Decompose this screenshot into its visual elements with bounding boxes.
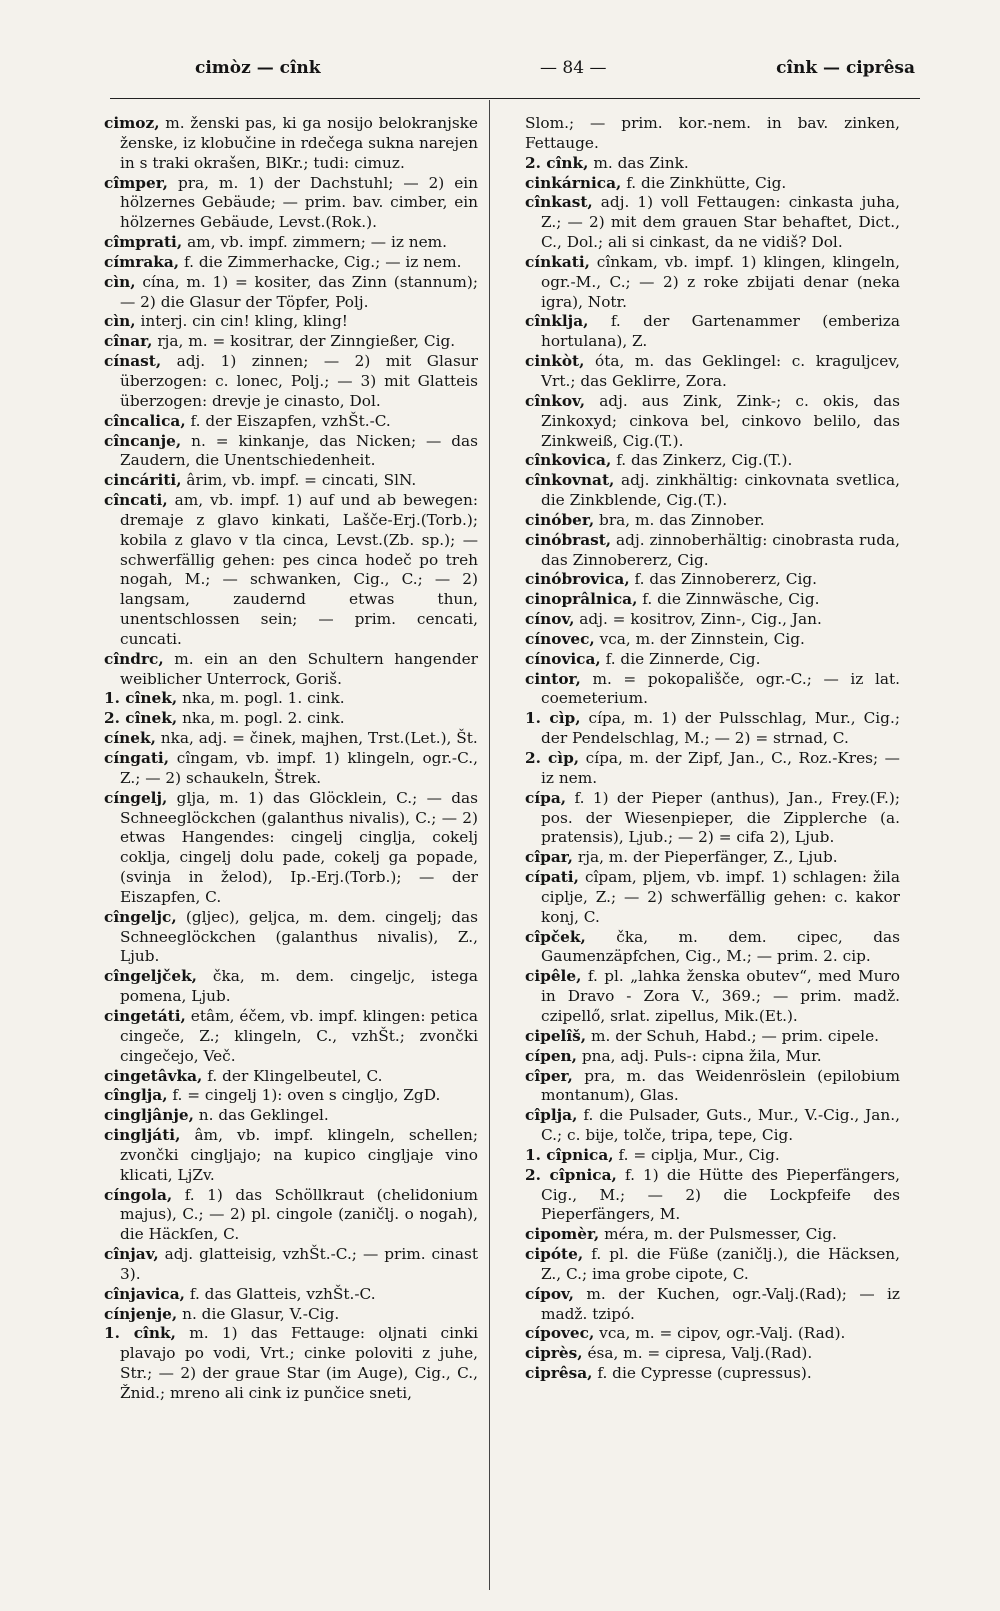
- entry-definition: bra, m. das Zinnober.: [599, 510, 765, 529]
- entry-definition: f. die Cypresse (cupressus).: [597, 1364, 812, 1383]
- dictionary-entry: [104, 1126, 478, 1186]
- entry-definition: m. 1) das Fettauge: oljnati cinki plavajo po vodi, Vrt.; cinke poloviti z juhe, Str.; — 2) der graue Star (im Auge), Cig., C., Žnid.; mreno ali cink iz punčice sneti,: [120, 1324, 478, 1402]
- dictionary-entry: [525, 848, 900, 868]
- entry-definition: vca, m. der Zinnstein, Cig.: [599, 629, 805, 648]
- entry-definition: Slom.; — prim. kor.-nem. in bav. zinken, Fettauge.: [525, 114, 900, 152]
- running-head-left: cimòz — cînk: [195, 58, 321, 78]
- dictionary-entry: [104, 1086, 478, 1106]
- dictionary-entry: [525, 392, 900, 452]
- dictionary-entry: [525, 967, 900, 1027]
- entry-headword: cipóte,: [525, 1245, 584, 1264]
- dictionary-entry: [525, 511, 900, 531]
- entry-definition: nka, m. pogl. 1. cink.: [182, 689, 345, 708]
- entry-definition: f. der Gartenammer (emberiza hortulana), Z.: [541, 312, 900, 351]
- entry-headword: cîncalica,: [104, 411, 186, 430]
- entry-headword: cinóber,: [525, 510, 595, 529]
- entry-definition: čka, m. dem. cingeljc, istega pomena, Ljub.: [120, 967, 478, 1006]
- entry-headword: cinkòt,: [525, 352, 585, 371]
- dictionary-entry: [525, 1146, 900, 1166]
- entry-definition: vca, m. = cipov, ogr.-Valj. (Rad).: [599, 1324, 846, 1343]
- dictionary-entry: [525, 630, 900, 650]
- entry-definition: f. die Zinkhütte, Cig.: [626, 173, 787, 192]
- entry-headword: cîplja,: [525, 1106, 578, 1125]
- dictionary-entry: [525, 154, 900, 174]
- entry-definition: n. das Geklingel.: [198, 1106, 329, 1125]
- entry-definition: cîngam, vb. impf. 1) klingeln, ogr.-C., Z.; — 2) schaukeln, Štrek.: [120, 749, 478, 787]
- dictionary-entry: [525, 650, 900, 670]
- header-rule: [110, 98, 920, 99]
- entry-definition: f. 1) der Pieper (anthus), Jan., Frey.(F.); pos. der Wiesenpieper, die Zipplerche (a. pratensis), Ljub.; — 2) = cifa 2), Ljub.: [541, 788, 900, 847]
- dictionary-entry: [525, 312, 900, 352]
- entry-headword: cíngati,: [104, 749, 170, 767]
- entry-headword: ciprès,: [525, 1344, 583, 1363]
- entry-definition: f. 1) das Schöllkraut (chelidonium majus), C.; — 2) pl. cingole (zaničlj. o nogah), die Häckſen, C.: [120, 1185, 478, 1244]
- entry-definition: adj. glatteisig, vzhŠt.-C.; — prim. cinast 3).: [120, 1245, 478, 1283]
- entry-definition: f. das Zinkerz, Cig.(T.).: [616, 451, 793, 470]
- entry-headword: cînjavica,: [104, 1284, 185, 1303]
- dictionary-entry: [525, 1166, 900, 1226]
- dictionary-entry: [104, 650, 478, 690]
- entry-definition: adj. zinkhältig: cinkovnata svetlica, die Zinkblende, Cig.(T.).: [541, 471, 900, 510]
- dictionary-entry: [104, 1007, 478, 1067]
- dictionary-entry: [525, 253, 900, 313]
- page-number: — 84 —: [540, 58, 607, 78]
- entry-headword: cínast,: [104, 352, 162, 371]
- dictionary-entry: [525, 1067, 900, 1107]
- entry-definition: adj. 1) zinnen; — 2) mit Glasur überzogen: c. lonec, Polj.; — 3) mit Glatteis überzogen: drevje je cinasto, Dol.: [120, 352, 478, 410]
- entry-definition: etâm, éčem, vb. impf. klingen: petica cingeče, Z.; klingeln, C., vzhŠt.; zvončki cingečejo, Več.: [120, 1006, 478, 1065]
- entry-definition: pra, m. das Weidenröslein (epilobium montanum), Glas.: [541, 1066, 900, 1105]
- dictionary-entry: [104, 1245, 478, 1285]
- entry-headword: cipelîš,: [525, 1026, 587, 1045]
- dictionary-entry: [525, 670, 900, 710]
- dictionary-entry: [525, 451, 900, 471]
- entry-headword: cípa,: [525, 788, 567, 807]
- entry-headword: cîndrc,: [104, 649, 164, 668]
- entry-headword: cîpček,: [525, 927, 586, 946]
- entry-definition: adj. 1) voll Fettaugen: cinkasta juha, Z.; — 2) mit dem grauen Star behaftet, Dict., C., Dol.; ali si cinkast, da ne vidiš? Dol.: [541, 193, 900, 252]
- entry-definition: n. die Glasur, V.-Cig.: [182, 1304, 340, 1323]
- dictionary-entry: [525, 590, 900, 610]
- dictionary-entry: [525, 1047, 900, 1067]
- entry-definition: ârim, vb. impf. = cincati, SlN.: [186, 471, 417, 490]
- entry-headword: 1. cîpnica,: [525, 1145, 614, 1164]
- entry-headword: cinóbrast,: [525, 530, 612, 549]
- entry-definition: am, vb. impf. 1) auf und ab bewegen: dremaje z glavo kinkati, Lašče-Erj.(Torb.); kobila z glavo v tla cinca, Levst.(Zb. sp.); — schwerfällig gehen: pes cinca hodeč po treh nogah, M.; — schwanken, Cig., C.; — 2) langsam, zaudernd etwas thun, unentschlossen sein; — prim. cencati, cuncati.: [120, 491, 478, 648]
- right-column: [525, 114, 900, 1384]
- entry-headword: 2. cînek,: [104, 709, 178, 728]
- entry-definition: (gljec), geljca, m. dem. cingelj; das Schneeglöckchen (galanthus nivalis), Z., Ljub.: [120, 907, 478, 966]
- entry-headword: cînkast,: [525, 193, 593, 212]
- entry-definition: adj. aus Zink, Zink-; c. okis, das Zinkoxyd; cinkova bel, cinkovo belilo, das Zinkweiß, Cig.(T.).: [541, 391, 900, 450]
- entry-headword: cînjav,: [104, 1245, 159, 1264]
- dictionary-entry: [525, 114, 900, 154]
- entry-headword: 1. cînek,: [104, 689, 178, 708]
- dictionary-entry: [104, 174, 478, 234]
- entry-headword: cincáriti,: [104, 471, 182, 490]
- dictionary-entry: [104, 1106, 478, 1126]
- dictionary-entry: [525, 1364, 900, 1384]
- dictionary-entry: [525, 471, 900, 511]
- running-head-right: cînk — ciprêsa: [776, 58, 915, 78]
- entry-headword: cimoz,: [104, 114, 160, 132]
- dictionary-entry: [104, 709, 478, 729]
- entry-definition: n. = kinkanje, das Nicken; — das Zaudern, die Unentschiedenheit.: [120, 431, 478, 470]
- dictionary-entry: [525, 193, 900, 253]
- dictionary-entry: [525, 570, 900, 590]
- entry-definition: cípa, m. der Zipf, Jan., C., Roz.-Kres; — iz nem.: [541, 749, 900, 787]
- entry-headword: címraka,: [104, 252, 180, 271]
- entry-definition: cînkam, vb. impf. 1) klingen, klingeln, ogr.-M., C.; — 2) z roke zbijati denar (neka igra), Notr.: [541, 252, 900, 311]
- dictionary-entry: [104, 114, 478, 174]
- entry-definition: f. die Pulsader, Guts., Mur., V.-Cig., Jan., C.; c. bije, tolče, tripa, tepe, Cig.: [541, 1106, 900, 1145]
- dictionary-entry: [104, 432, 478, 472]
- entry-headword: cînklja,: [525, 312, 589, 331]
- entry-definition: f. die Zinnwäsche, Cig.: [642, 590, 820, 609]
- dictionary-entry: [525, 1027, 900, 1047]
- entry-headword: cínjenje,: [104, 1304, 178, 1323]
- dictionary-entry: [525, 1285, 900, 1325]
- entry-definition: f. die Zimmerhacke, Cig.; — iz nem.: [184, 252, 462, 271]
- entry-definition: m. das Zink.: [593, 153, 689, 172]
- dictionary-entry: [104, 412, 478, 432]
- entry-headword: cingljáti,: [104, 1126, 181, 1145]
- entry-headword: cípati,: [525, 868, 579, 887]
- entry-headword: cingetáti,: [104, 1006, 186, 1025]
- dictionary-entry: [525, 610, 900, 630]
- entry-headword: cìn,: [104, 312, 136, 331]
- dictionary-entry: [104, 908, 478, 968]
- entry-headword: cînar,: [104, 332, 153, 351]
- entry-headword: cinoprâlnica,: [525, 590, 638, 609]
- entry-definition: nka, m. pogl. 2. cink.: [182, 709, 345, 728]
- entry-headword: cinóbrovica,: [525, 570, 630, 589]
- entry-headword: 1. cînk,: [104, 1324, 176, 1343]
- dictionary-entry: [525, 174, 900, 194]
- dictionary-entry: [525, 1324, 900, 1344]
- dictionary-entry: [104, 1186, 478, 1246]
- entry-definition: rja, m. der Pieperfänger, Z., Ljub.: [577, 848, 838, 867]
- entry-definition: f. der Klingelbeutel, C.: [207, 1066, 383, 1085]
- entry-definition: m. = pokopališče, ogr.-C.; — iz lat. coemeterium.: [541, 669, 900, 708]
- entry-headword: cíngelj,: [104, 788, 168, 807]
- dictionary-entry: [525, 789, 900, 849]
- dictionary-entry: [104, 471, 478, 491]
- entry-definition: pna, adj. Puls-: cipna žila, Mur.: [581, 1046, 822, 1065]
- dictionary-entry: [104, 1067, 478, 1087]
- dictionary-entry: [525, 868, 900, 928]
- dictionary-entry: [104, 729, 478, 749]
- entry-headword: 1. cìp,: [525, 709, 581, 728]
- entry-headword: cípen,: [525, 1046, 578, 1065]
- entry-definition: f. der Eiszapfen, vzhŠt.-C.: [190, 411, 391, 430]
- entry-headword: cínovica,: [525, 649, 601, 668]
- entry-headword: cînglja,: [104, 1086, 168, 1105]
- dictionary-entry: [525, 1344, 900, 1364]
- entry-headword: cínovec,: [525, 629, 595, 648]
- page-header: [95, 58, 915, 84]
- entry-headword: cîmper,: [104, 173, 169, 192]
- entry-definition: m. der Schuh, Habd.; — prim. cipele.: [591, 1026, 879, 1045]
- dictionary-entry: [104, 1285, 478, 1305]
- entry-headword: cîper,: [525, 1066, 573, 1085]
- entry-headword: cipomèr,: [525, 1225, 600, 1244]
- entry-headword: cînkovica,: [525, 451, 612, 470]
- dictionary-entry: [104, 789, 478, 908]
- dictionary-entry: [104, 253, 478, 273]
- entry-definition: adj. zinnoberhältig: cinobrasta ruda, das Zinnobererz, Cig.: [541, 530, 900, 569]
- entry-definition: cína, m. 1) = kositer, das Zinn (stannum); — 2) die Glasur der Töpfer, Polj.: [120, 272, 478, 311]
- dictionary-entry: [525, 749, 900, 789]
- dictionary-entry: [104, 233, 478, 253]
- entry-headword: cínek,: [104, 729, 156, 748]
- entry-headword: cípovec,: [525, 1324, 595, 1343]
- entry-headword: cìn,: [104, 272, 136, 291]
- entry-headword: cîpar,: [525, 848, 574, 867]
- entry-definition: nka, adj. = činek, majhen, Trst.(Let.), Št.: [160, 729, 478, 748]
- column-divider: [489, 100, 490, 1590]
- entry-definition: f. pl. „lahka ženska obutev“, med Muro in Dravo - Zora V., 369.; — prim. madž. czipellő, srlat. zipellus, Mik.(Et.).: [541, 967, 900, 1025]
- dictionary-entry: [104, 1324, 478, 1403]
- entry-headword: 2. cînk,: [525, 153, 589, 172]
- entry-definition: cîpam, pljem, vb. impf. 1) schlagen: žila ciplje, Z.; — 2) schwerfällig gehen: c. kakor konj, C.: [541, 868, 900, 926]
- entry-headword: cingetâvka,: [104, 1066, 203, 1085]
- entry-headword: cingljânje,: [104, 1106, 194, 1125]
- entry-definition: méra, m. der Pulsmesser, Cig.: [604, 1225, 837, 1244]
- entry-headword: cintor,: [525, 669, 581, 688]
- entry-headword: cipêle,: [525, 967, 582, 986]
- entry-definition: čka, m. dem. cipec, das Gaumenzäpfchen, Cig., M.; — prim. 2. cip.: [541, 927, 900, 966]
- entry-definition: f. = ciplja, Mur., Cig.: [618, 1145, 780, 1164]
- entry-definition: glja, m. 1) das Glöcklein, C.; — das Schneeglöckchen (galanthus nivalis), C.; — 2) etwas Hangendes: cingelj cinglja, cokelj coklja, cingelj dolu pade, cokelj ga popade, (svinja in želod), Ip.-Erj.(Torb.); — der Eiszapfen, C.: [120, 788, 478, 906]
- entry-definition: am, vb. impf. zimmern; — iz nem.: [187, 233, 448, 252]
- dictionary-entry: [525, 352, 900, 392]
- entry-definition: f. pl. die Füße (zaničlj.), die Häcksen, Z., C.; ima grobe cipote, C.: [541, 1245, 900, 1283]
- entry-headword: cínov,: [525, 610, 575, 629]
- entry-definition: m. ženski pas, ki ga nosijo belokranjske ženske, iz klobučine in rdečega sukna narejen in s traki okrašen, BlKr.; tudi: cimuz.: [120, 114, 478, 172]
- entry-headword: ciprêsa,: [525, 1364, 593, 1383]
- entry-definition: f. die Zinnerde, Cig.: [605, 649, 761, 668]
- entry-definition: m. der Kuchen, ogr.-Valj.(Rad); — iz madž. tzipó.: [541, 1284, 900, 1323]
- entry-headword: cípov,: [525, 1284, 574, 1303]
- dictionary-entry: [525, 1245, 900, 1285]
- entry-definition: f. das Glatteis, vzhŠt.-C.: [189, 1284, 376, 1303]
- dictionary-entry: [104, 332, 478, 352]
- entry-definition: f. 1) die Hütte des Pieperfängers, Cig., M.; — 2) die Lockpfeife des Pieperfängers, M.: [541, 1165, 900, 1224]
- entry-definition: m. ein an den Schultern hangender weiblicher Unterrock, Goriš.: [120, 649, 478, 688]
- entry-definition: pra, m. 1) der Dachstuhl; — 2) ein hölzernes Gebäude; — prim. bav. cimber, ein hölzernes Gebäude, Levst.(Rok.).: [120, 173, 478, 232]
- entry-headword: cîngeljc,: [104, 907, 177, 926]
- entry-definition: f. das Zinnobererz, Cig.: [634, 570, 818, 589]
- dictionary-entry: [525, 1225, 900, 1245]
- entry-headword: 2. cîpnica,: [525, 1165, 617, 1184]
- dictionary-entry: [104, 749, 478, 789]
- entry-headword: 2. cìp,: [525, 749, 580, 767]
- left-column: [104, 114, 478, 1404]
- entry-headword: cíngola,: [104, 1185, 173, 1204]
- dictionary-entry: [104, 491, 478, 650]
- dictionary-entry: [525, 1106, 900, 1146]
- entry-definition: ésa, m. = cipresa, Valj.(Rad).: [587, 1344, 813, 1363]
- dictionary-entry: [104, 689, 478, 709]
- entry-headword: cîncanje,: [104, 431, 182, 450]
- entry-definition: adj. = kositrov, Zinn-, Cig., Jan.: [579, 610, 822, 629]
- entry-headword: cínkati,: [525, 252, 590, 271]
- entry-headword: cînkovnat,: [525, 471, 615, 490]
- dictionary-entry: [104, 352, 478, 412]
- entry-definition: óta, m. das Geklingel: c. kraguljcev, Vrt.; das Geklirre, Zora.: [541, 352, 900, 390]
- entry-definition: rja, m. = kositrar, der Zinngießer, Cig.: [157, 332, 456, 351]
- dictionary-entry: [104, 273, 478, 313]
- dictionary-entry: [104, 312, 478, 332]
- entry-headword: cinkárnica,: [525, 173, 622, 192]
- entry-headword: cînkov,: [525, 391, 586, 410]
- dictionary-entry: [525, 531, 900, 571]
- dictionary-entry: [525, 709, 900, 749]
- entry-definition: âm, vb. impf. klingeln, schellen; zvončki cingljajo; na kupico cingljaje vino klicati, LjZv.: [120, 1126, 478, 1184]
- entry-definition: cípa, m. 1) der Pulsschlag, Mur., Cig.; der Pendelschlag, M.; — 2) = strnad, C.: [541, 709, 900, 748]
- entry-headword: cîngeljček,: [104, 967, 197, 986]
- entry-headword: cîncati,: [104, 491, 168, 510]
- dictionary-entry: [104, 967, 478, 1007]
- entry-definition: f. = cingelj 1): oven s cingljo, ZgD.: [172, 1086, 441, 1105]
- entry-definition: interj. cin cin! kling, kling!: [140, 312, 348, 331]
- dictionary-entry: [104, 1305, 478, 1325]
- entry-headword: cîmprati,: [104, 233, 183, 252]
- dictionary-entry: [525, 928, 900, 968]
